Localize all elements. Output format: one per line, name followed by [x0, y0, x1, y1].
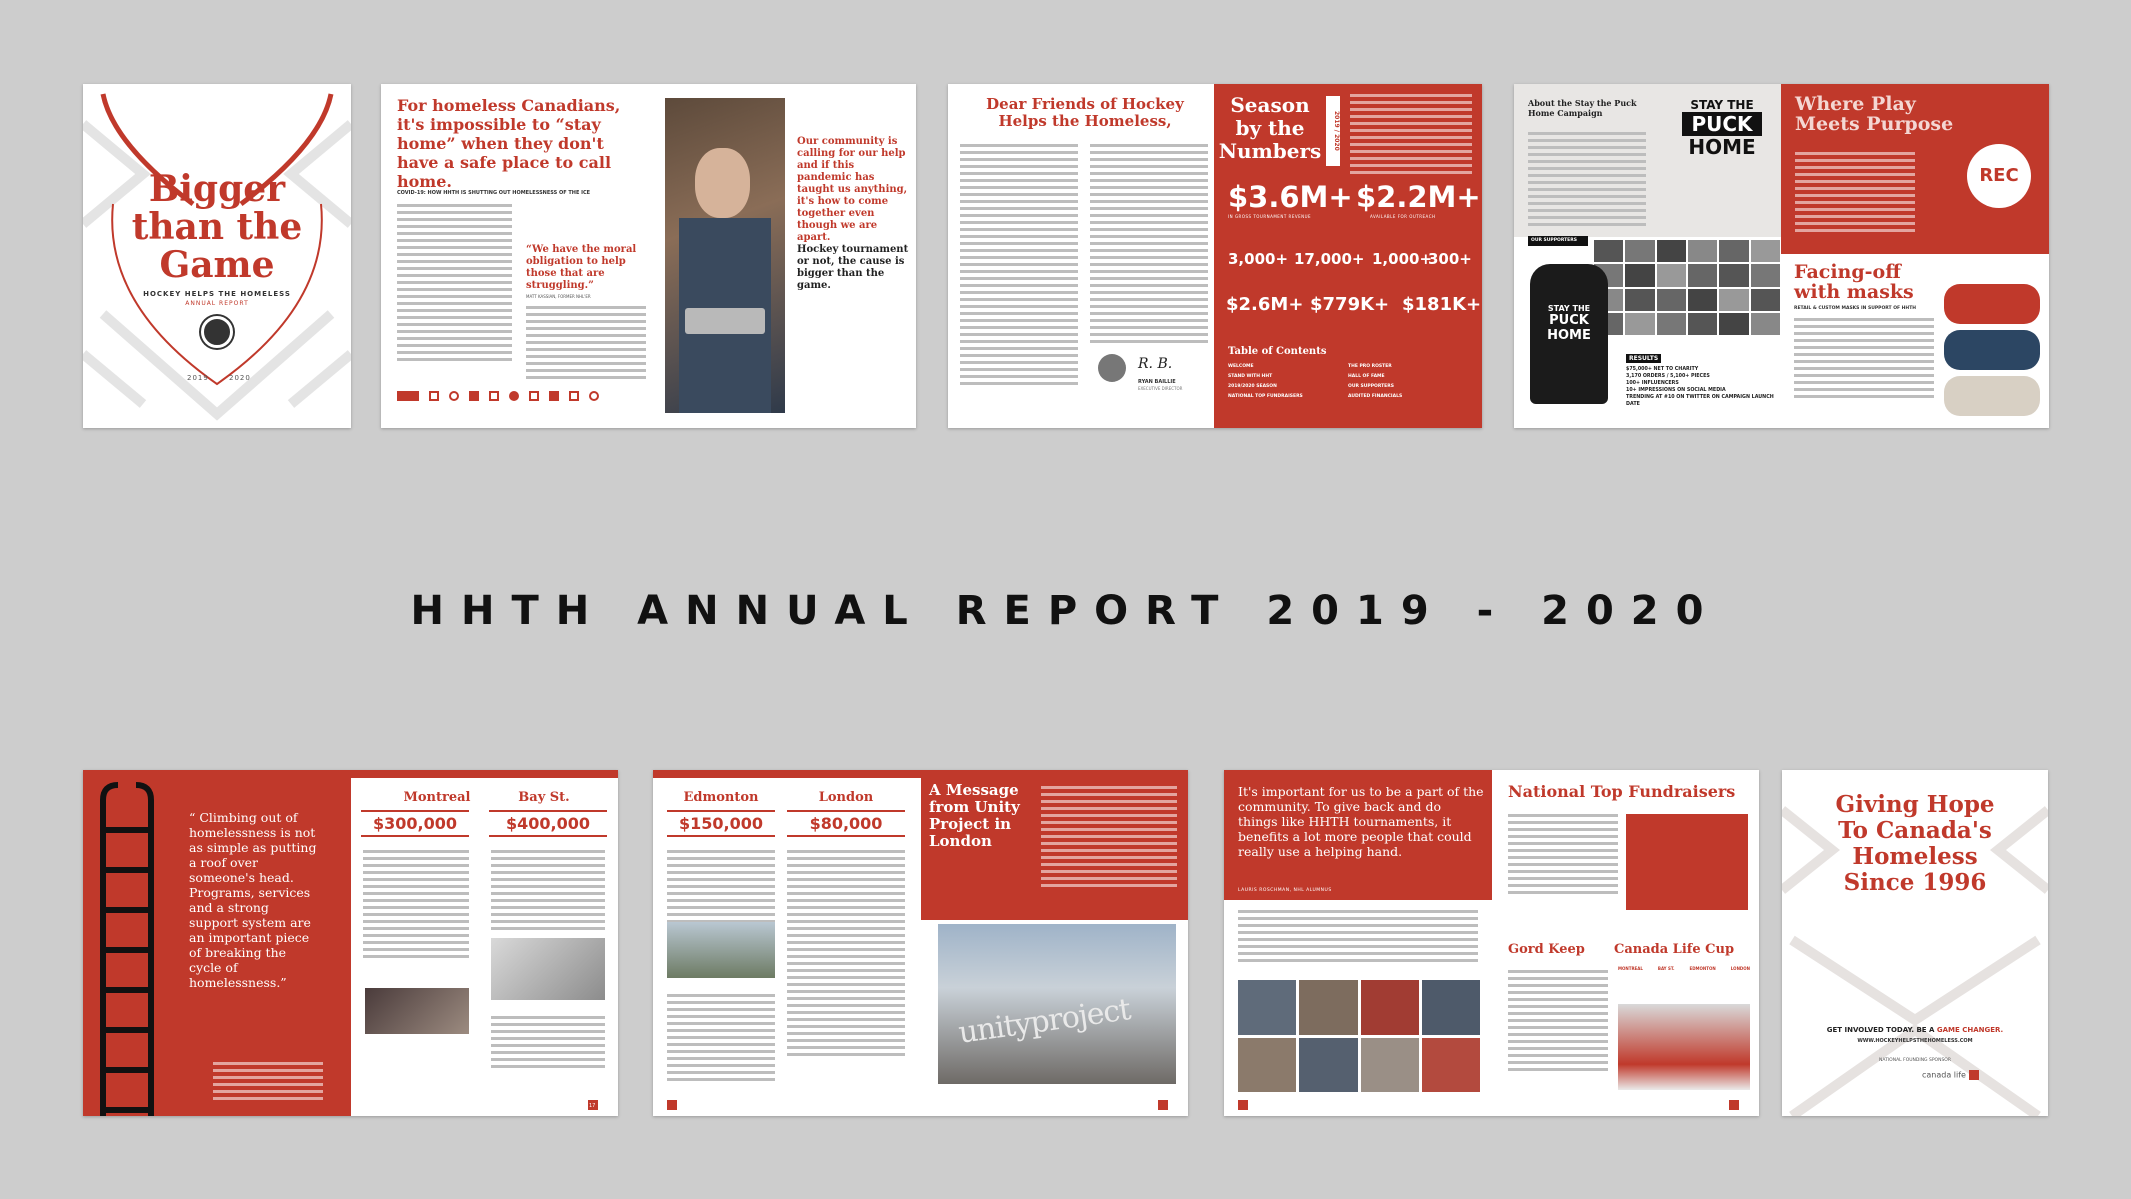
cup-column: EDMONTON	[1689, 966, 1716, 971]
season-title-2: by the	[1235, 116, 1305, 140]
spread2-headline: Dear Friends of Hockey Helps the Homeless,	[986, 95, 1184, 130]
bayst-body	[491, 850, 605, 934]
spread1-quote: “We have the moral obligation to help those that are struggling.”	[526, 244, 637, 291]
where-play-title: Where Play Meets Purpose	[1795, 93, 1954, 135]
stat-sponsorship: $779K+	[1310, 294, 1390, 315]
results-list	[1626, 366, 1776, 408]
bayst-photo	[491, 938, 605, 1000]
director-title: EXECUTIVE DIRECTOR	[1138, 386, 1183, 391]
stat-other: $181K+	[1402, 294, 1482, 315]
toc-item[interactable]: OUR SUPPORTERS	[1348, 384, 1394, 389]
director-avatar	[1098, 354, 1126, 382]
fundraiser-highlight	[1626, 814, 1748, 910]
page-number: 17	[589, 1103, 596, 1109]
cup-winners-photo	[1618, 1004, 1750, 1090]
masks-image	[1944, 284, 2042, 424]
spread1-callout1: Our community is calling for our help and if this pandemic has taught us anything, it's how to come together even though we are apart.	[797, 136, 908, 243]
cup-column: MONTREAL	[1618, 966, 1643, 971]
toc-title: Table of Contents	[1228, 346, 1327, 357]
montreal-amount: $300,000	[361, 810, 469, 837]
stat-outreach-label: AVAILABLE FOR OUTREACH	[1370, 214, 1436, 219]
about-campaign-body	[1528, 132, 1646, 230]
unity-project-photo	[938, 924, 1176, 1084]
spread1-body-right	[526, 306, 646, 383]
spread1-headline: For homeless Canadians, it's impossible to “stay home” when they don't have a safe place to call home.	[397, 96, 621, 191]
unity-message-title: A Message from Unity Project in London	[929, 781, 1020, 850]
stat-gross-revenue: $3.6M+	[1228, 180, 1353, 214]
sponsor-name: canada life	[1922, 1070, 1966, 1080]
spread1-quote-author: MATT KASSIAN, FORMER NHL'ER	[526, 294, 591, 299]
rec-badge-text: REC	[1979, 165, 2019, 186]
gord-keep-title: Gord Keep	[1508, 942, 1585, 957]
edmonton-body	[667, 850, 775, 927]
unity-sign: unityproject	[956, 992, 1133, 1051]
montreal-body	[363, 850, 469, 962]
facing-body	[1794, 318, 1934, 402]
canada-life-cup-title: Canada Life Cup	[1614, 942, 1735, 957]
hoodie-line2: PUCK	[1549, 313, 1589, 328]
cover-page[interactable]	[83, 84, 351, 428]
facing-sub: RETAIL & CUSTOM MASKS IN SUPPORT OF HHTH	[1794, 306, 1917, 311]
result-item: 3,170 ORDERS / 5,100+ PIECES	[1626, 374, 1710, 379]
cta-highlight: GAME CHANGER.	[1936, 1026, 2004, 1034]
london-amount: $80,000	[787, 810, 905, 837]
sponsor-label: NATIONAL FOUNDING SPONSOR	[1879, 1058, 1951, 1063]
back-cover-title: Giving Hope To Canada's Homeless Since 1996	[1835, 791, 1995, 896]
london-city: London	[818, 790, 874, 805]
stat-teams: 300+	[1428, 250, 1472, 268]
cover-year-right: 2020	[229, 374, 251, 382]
nhl-body	[1238, 910, 1478, 966]
logo-line2: PUCK	[1682, 112, 1762, 136]
stat-meals: 17,000+	[1294, 250, 1365, 268]
cup-column: LONDON	[1730, 966, 1750, 971]
season-panel	[1214, 84, 1482, 428]
nhl-quote-panel	[1224, 770, 1492, 900]
edmonton-amount: $150,000	[667, 810, 775, 837]
back-cover-cta	[1782, 1026, 2048, 1034]
edmonton-photo	[667, 922, 775, 978]
toc-item[interactable]: AUDITED FINANCIALS	[1348, 394, 1403, 399]
cover-title-line3: Game	[159, 244, 275, 286]
montreal-photo	[365, 988, 469, 1034]
page-marker	[1729, 1100, 1739, 1110]
stat-players: 3,000+	[1228, 250, 1289, 268]
player-photo-grid	[1238, 980, 1480, 1092]
bayst-city: Bay St.	[518, 790, 570, 805]
page-marker	[1158, 1100, 1168, 1110]
gord-keep-list	[1508, 970, 1608, 1075]
spread-top-fundraisers[interactable]	[1224, 770, 1759, 1116]
edmonton-sponsors	[667, 994, 775, 1085]
page-marker	[1238, 1100, 1248, 1110]
toc-item[interactable]: HALL OF FAME	[1348, 374, 1385, 379]
result-item: TRENDING AT #10 ON TWITTER ON CAMPAIGN LAUNCH DATE	[1626, 395, 1774, 407]
stat-fundraising: $2.6M+	[1226, 294, 1304, 315]
unity-message-panel	[921, 770, 1188, 920]
spread2-body-left	[960, 144, 1078, 389]
toc-item[interactable]: 2019/2020 SEASON	[1228, 384, 1277, 389]
cover-annual-report: ANNUAL REPORT	[185, 300, 249, 307]
director-name: RYAN BAILLIE	[1138, 379, 1176, 385]
spread-montreal-bayst[interactable]	[83, 770, 618, 1116]
rec-badge	[1967, 144, 2031, 208]
cover-title-line2: than the	[131, 206, 303, 248]
spread-edmonton-london[interactable]	[653, 770, 1188, 1116]
result-item: 100+ INFLUENCERS	[1626, 381, 1679, 386]
man-with-food-photo	[665, 98, 785, 413]
spread1-body-left	[397, 204, 512, 365]
spread1-callout2: Hockey tournament or not, the cause is bigger than the game.	[797, 244, 909, 291]
supporters-grid	[1594, 240, 1780, 335]
where-play-body	[1795, 152, 1915, 236]
montreal-city: Montreal	[403, 790, 471, 805]
cover-subtitle: HOCKEY HELPS THE HOMELESS	[143, 290, 291, 298]
supporters-bar: OUR SUPPORTERS	[1528, 236, 1588, 246]
bayst-sponsors	[491, 1016, 605, 1072]
stat-gross-revenue-label: IN GROSS TOURNAMENT REVENUE	[1228, 214, 1312, 219]
results-title: RESULTS	[1626, 354, 1661, 363]
about-campaign-title: About the Stay the Puck Home Campaign	[1528, 98, 1637, 118]
result-item: 10+ IMPRESSIONS ON SOCIAL MEDIA	[1626, 388, 1726, 393]
spread4-quote-body	[213, 1062, 323, 1104]
cover-year-left: 2019	[187, 374, 209, 382]
back-cover[interactable]	[1782, 770, 2048, 1116]
result-item: $75,000+ NET TO CHARITY	[1626, 367, 1699, 372]
toc-item[interactable]: THE PRO ROSTER	[1348, 364, 1392, 369]
season-years: 2019 / 2020	[1326, 96, 1340, 166]
stay-puck-home-logo	[1682, 98, 1762, 158]
hoodie-line3: HOME	[1547, 328, 1591, 343]
quote-panel	[83, 770, 351, 1116]
hoodie-image	[1530, 264, 1608, 404]
spread-stay-the-puck-home[interactable]	[1514, 84, 2049, 428]
stat-volunteers: 1,000+	[1372, 250, 1433, 268]
canada-life-logo	[1922, 1070, 1979, 1080]
spread2-body-right	[1090, 144, 1208, 347]
toc-item[interactable]: STAND WITH HHT	[1228, 374, 1273, 379]
cup-column: BAY ST.	[1657, 966, 1675, 971]
unity-message-body	[1041, 786, 1177, 891]
spread-season[interactable]	[948, 84, 1482, 428]
spread-covid[interactable]	[381, 84, 916, 428]
fundraisers-title: National Top Fundraisers	[1508, 782, 1736, 801]
page-marker	[667, 1100, 677, 1110]
spread1-subhead: COVID-19: HOW HHTH IS SHUTTING OUT HOMELESSNESS OF THE ICE	[397, 190, 591, 196]
cover-title-line1: Bigger	[148, 168, 286, 210]
hoodie-line1: STAY THE	[1547, 304, 1591, 313]
toc-item[interactable]: WELCOME	[1228, 364, 1254, 369]
logo-line1: STAY THE	[1690, 98, 1754, 112]
fundraisers-body	[1508, 814, 1618, 898]
toc-list	[1228, 364, 1468, 399]
season-title-1: Season	[1230, 93, 1310, 117]
facing-title: Facing-off with masks	[1794, 261, 1914, 303]
cup-columns	[1618, 966, 1750, 971]
season-title-3: Numbers	[1218, 139, 1322, 163]
nhl-quote: It's important for us to be a part of the community. To give back and do things like HHTH tournaments, it benefits a lot more people that could really use a helping hand.	[1238, 784, 1484, 859]
ladder-graphic	[83, 770, 173, 1116]
spread4-quote: “ Climbing out of homelessness is not as simple as putting a roof over someone's head. Programs, services and a strong support system are an important piece of breaking the cycle of homelessness.”	[189, 810, 317, 990]
hhth-logo	[201, 316, 233, 348]
london-body	[787, 850, 905, 1060]
stat-outreach: $2.2M+	[1356, 180, 1481, 214]
cta-text: GET INVOLVED TODAY. BE A	[1826, 1026, 1937, 1034]
where-play-panel	[1781, 84, 2049, 254]
report-headline: HHTH ANNUAL REPORT 2019 - 2020	[410, 588, 1721, 634]
toc-item[interactable]: NATIONAL TOP FUNDRAISERS	[1228, 394, 1303, 399]
season-intro	[1350, 94, 1472, 178]
bayst-amount: $400,000	[489, 810, 607, 837]
logo-line3: HOME	[1688, 135, 1756, 159]
director-signature: R. B.	[1138, 356, 1173, 372]
edmonton-city: Edmonton	[683, 790, 759, 805]
icon-strip	[397, 389, 647, 403]
nhl-quote-author: LAURIS ROSCHMAN, NHL ALUMNUS	[1238, 888, 1332, 893]
back-cover-url[interactable]: WWW.HOCKEYHELPSTHEHOMELESS.COM	[1857, 1038, 1973, 1044]
